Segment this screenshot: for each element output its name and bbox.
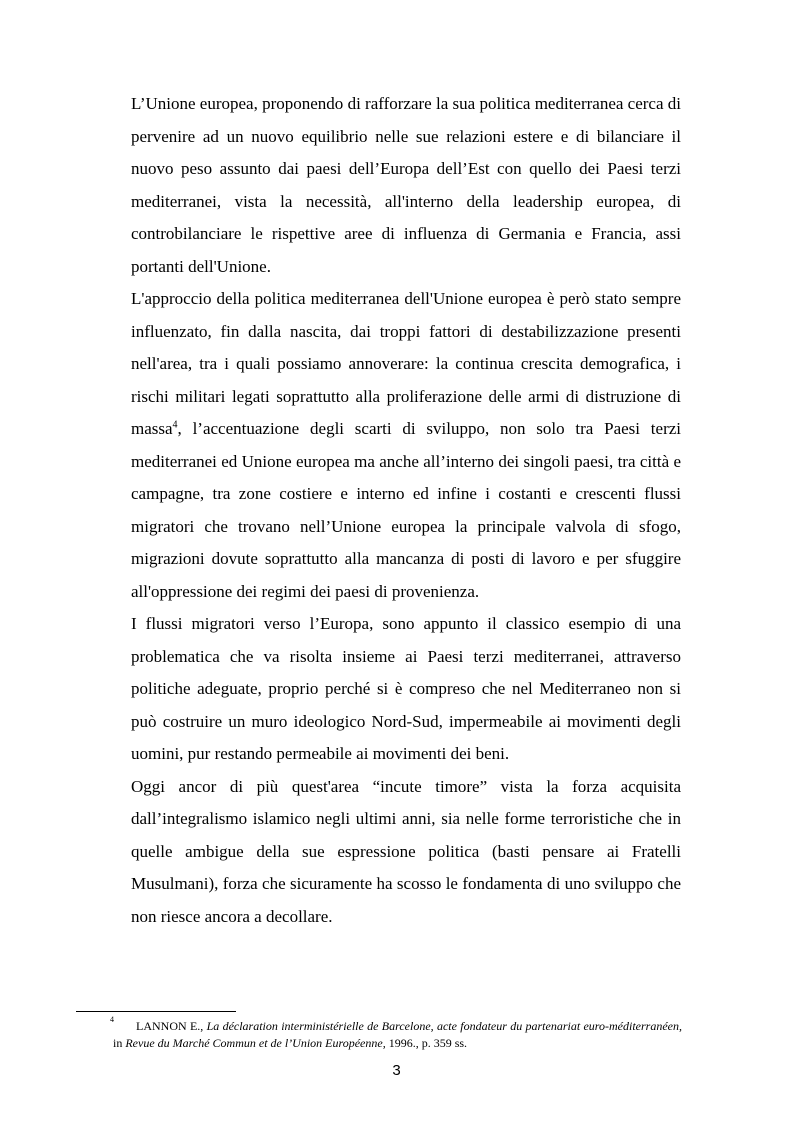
paragraph-2 [131,283,681,608]
body-text [131,88,681,933]
footnote-number: 4 [110,1015,114,1024]
page-number: 3 [392,1062,401,1079]
paragraph-3: I flussi migratori verso l’Europa, sono appunto il classico esempio di una problematica che va risolta insieme ai Paesi terzi mediterranei, attraverso politiche adeguate, proprio perché si è compreso che nel Mediterraneo non si può costruire un muro ideologico Nord-Sud, impermeabile ai movimenti degli uomini, pur restando permeabile ai movimenti dei beni. [131,614,681,763]
paragraph-2-text-after-note: , l’accentuazione degli scarti di sviluppo, non solo tra Paesi terzi mediterranei ed Unione europea ma anche all’interno dei singoli paesi, tra città e campagne, tra zone costiere e interno ed infine i costanti e crescenti flussi migratori che trovano nell’Unione europea la principale valvola di sfogo, migrazioni dovute soprattutto alla mancanza di posti di lavoro e per sfuggire all'oppressione dei regimi dei paesi di provenienza. [131,419,681,601]
footnote-reference: 4 [172,419,178,431]
footnote-author: LANNON E., [136,1019,207,1033]
footnote-title: La déclaration interministérielle de Barcelone, acte fondateur du partenariat euro-méditerranéen, [206,1019,682,1033]
footnote-body [90,1018,682,1052]
paragraph-1: L’Unione europea, proponendo di rafforzare la sua politica mediterranea cerca di pervenire ad un nuovo equilibrio nelle sue relazioni estere e di bilanciare il nuovo peso assunto dai paesi dell’Europa dell’Est con quello dei Paesi terzi mediterranei, vista la necessità, all'interno della leadership europea, di controbilanciare le rispettive aree di influenza di Germania e Francia, assi portanti dell'Unione. [131,94,681,276]
paragraph-2-text-before-note: L'approccio della politica mediterranea dell'Unione europea è però stato sempre influenzato, fin dalla nascita, dai troppi fattori di destabilizzazione presenti nell'area, tra i quali possiamo annoverare: la continua crescita demografica, i rischi militari legati soprattutto alla proliferazione delle armi di distruzione di massa [131,289,681,438]
footnote-journal: Revue du Marché Commun et de l’Union Européenne, [125,1036,386,1050]
paragraph-4: Oggi ancor di più quest'area “incute timore” vista la forza acquisita dall’integralismo islamico negli ultimi anni, sia nelle forme terroristiche che in quelle ambigue della sue espressione politica (basti pensare ai Fratelli Musulmani), forza che sicuramente ha scosso le fondamenta di uno sviluppo che non riesce ancora a decollare. [131,776,681,926]
footnote-separator [76,1011,236,1012]
footnote [110,1015,682,1052]
footnote-details: 1996., p. 359 ss. [385,1036,468,1050]
footnote-in: in [113,1036,126,1050]
